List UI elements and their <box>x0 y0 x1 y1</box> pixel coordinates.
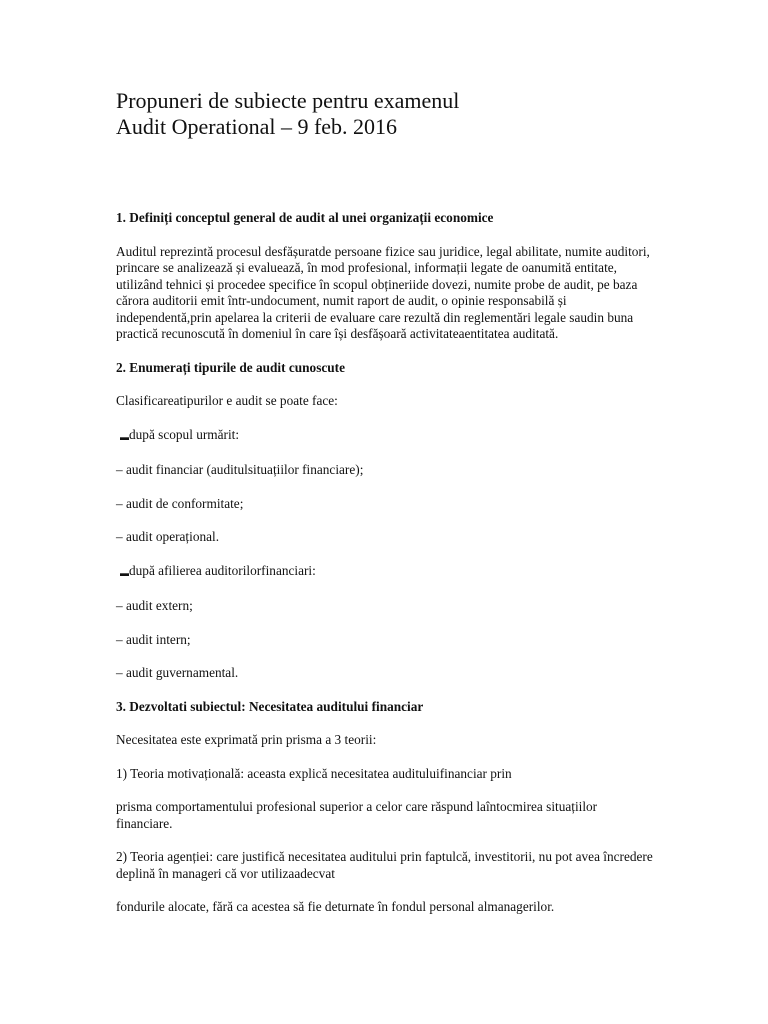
group-2-label <box>116 563 656 582</box>
list-item-text: audit de conformitate; <box>125 495 244 511</box>
list-item-text: audit guvernamental. <box>125 665 239 680</box>
section-1-paragraph: Auditul reprezintă procesul desfășuratde persoane fizice sau juridice, legal abilitate, numite auditori, princare se analizează și evaluează, în mod profesional, informații legate de oanumită entitate, utilizând tehnici și procedee specifice în scopul obțineriide dovezi, numite probe de audit, pe baza cărora auditorii emit într-undocument, numit raport de audit, o opinie responsabilă și independentă,prin apelarea la criterii de evaluare care rezultă din reglementări legale saudin buna practică recunoscută în domeniul în care își desfășoară activitateaentitatea auditată. <box>116 243 650 341</box>
list-item-text: audit operațional. <box>125 529 220 544</box>
list-item <box>116 598 656 615</box>
list-item <box>116 496 656 513</box>
group-2-label-text: după afilierea auditorilorfinanciari: <box>129 562 316 578</box>
list-item <box>116 529 656 546</box>
section-3-paragraph-1: 1) Teoria motivațională: aceasta explică necesitatea audituluifinanciar prin <box>116 765 512 781</box>
dash-icon: – <box>116 495 123 511</box>
section-3-paragraph-4: fondurile alocate, fără ca acestea să fie deturnate în fondul personal almanagerilor. <box>116 899 555 914</box>
section-3-intro: Necesitatea este exprimată prin prisma a 3 teorii: <box>116 732 377 747</box>
dash-icon: – <box>116 598 123 613</box>
section-3-paragraph-2: prisma comportamentului profesional superior a celor care răspund laîntocmirea situațiilor financiare. <box>116 799 598 831</box>
list-item-text: audit extern; <box>125 598 193 613</box>
title-line-2: Audit Operational – 9 feb. 2016 <box>116 114 398 139</box>
document-title <box>116 88 459 140</box>
list-item <box>116 462 656 479</box>
section-3-heading: 3. Dezvoltati subiectul: Necesitatea auditului financiar <box>116 698 424 714</box>
bullet-mark-icon: ▬ <box>120 431 129 442</box>
section-3-paragraph-3: 2) Teoria agenției: care justifică necesitatea auditului prin faptulcă, investitorii, nu pot avea încredere deplină în manageri că vor utilizaadecvat <box>116 849 653 881</box>
dash-icon: – <box>116 462 123 477</box>
list-item <box>116 632 656 649</box>
group-1-label <box>116 427 656 446</box>
list-item-text: audit intern; <box>125 631 191 647</box>
bullet-mark-icon: ▬ <box>120 567 129 578</box>
section-2-heading: 2. Enumerați tipurile de audit cunoscute <box>116 359 346 375</box>
section-2-intro: Clasificareatipurilor e audit se poate face: <box>116 393 338 408</box>
group-1-label-text: după scopul urmărit: <box>129 426 240 442</box>
title-line-1: Propuneri de subiecte pentru examenul <box>116 88 460 113</box>
document-body <box>116 210 656 933</box>
dash-icon: – <box>116 529 123 544</box>
dash-icon: – <box>116 631 123 647</box>
list-item-text: audit financiar (auditulsituațiilor financiare); <box>125 462 364 477</box>
section-1-heading: 1. Definiți conceptul general de audit al unei organizații economice <box>116 210 494 225</box>
dash-icon: – <box>116 665 123 680</box>
list-item <box>116 665 656 682</box>
